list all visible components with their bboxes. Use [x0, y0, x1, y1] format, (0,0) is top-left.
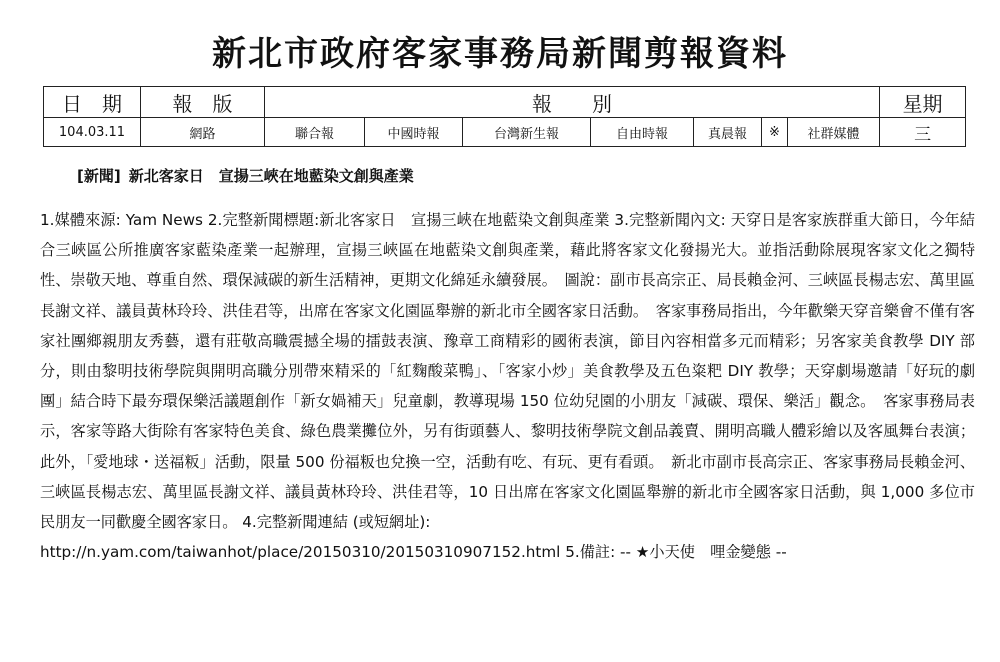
- paper-cell: 中國時報: [365, 118, 463, 147]
- paper-cell-checked: 社群媒體: [788, 118, 880, 147]
- checked-mark: ※: [762, 118, 788, 147]
- header-category: [265, 87, 880, 118]
- paper-cell: 聯合報: [265, 118, 365, 147]
- info-table: [43, 86, 966, 147]
- news-tag: [新聞]: [77, 167, 121, 185]
- news-headline: [77, 165, 414, 186]
- header-category-label: 報 別: [532, 91, 613, 116]
- body-text: 1.媒體來源: Yam News 2.完整新聞標題:新北客家日 宣揚三峽在地藍染文創與產業 3.完整新聞內文: 天穿日是客家族群重大節日，今年結合三峽區公所推廣客家藍染產業一起辦理，宣揚三峽區在地藍染文創與產業，藉此將客家文化發揚光大。並指活動除展現客家文化之獨特性、崇敬天地、尊重自然、環保減碳的新生活精神，更期文化綿延永續發展。 圖說：副市長高宗正、局長賴金河、三峽區長楊志宏、萬里區長謝文祥、議員黃林玲玲、洪佳君等，出席在客家文化園區舉辦的新北市全國客家日活動。 客家事務局指出，今年歡樂天穿音樂會不僅有客家社團鄉親朋友秀藝，還有莊敬高職震撼全場的擂鼓表演、豫章工商精彩的國術表演，節目內容相當多元而精彩；另客家美食教學 DIY 部分，則由黎明技術學院與開明高職分別帶來精采的「紅麴酸菜鴨」、「客家小炒」美食教學及五色粢粑 DIY 教學；天穿劇場邀請「好玩的劇團」結合時下最夯環保樂活議題創作「新女媧補天」兒童劇，教導現場 150 位幼兒園的小朋友「減碳、環保、樂活」觀念。 客家事務局表示，客家等路大街除有客家特色美食、綠色農業攤位外，另有街頭藝人、黎明技術學院文創品義賣、開明高職人體彩繪以及客風舞台表演；此外，「愛地球・送福粄」活動，限量 500 份福粄也兌換一空，活動有吃、有玩、更有看頭。 新北市副市長高宗正、客家事務局長賴金河、三峽區長楊志宏、萬里區長謝文祥、議員黃林玲玲、洪佳君等，10 日出席在客家文化園區舉辦的新北市全國客家日活動，與 1,000 多位市民朋友一同歡慶全國客家日。 4.完整新聞連結 (或短網址):: [40, 211, 975, 532]
- paper-cell: 台灣新生報: [463, 118, 591, 147]
- paper-cell: 真晨報: [694, 118, 762, 147]
- header-edition: 報 版: [141, 87, 265, 118]
- header-weekday: 星期: [880, 87, 966, 118]
- value-weekday: 三: [880, 118, 966, 147]
- header-date: 日 期: [44, 87, 141, 118]
- news-body: [40, 205, 975, 567]
- value-edition: 網路: [141, 118, 265, 147]
- paper-cell: 自由時報: [591, 118, 694, 147]
- headline-text: 新北客家日 宣揚三峽在地藍染文創與產業: [128, 167, 414, 185]
- document-title: 新北市政府客家事務局新聞剪報資料: [212, 34, 788, 74]
- body-link-line: http://n.yam.com/taiwanhot/place/20150310/20150310907152.html 5.備註: -- ★小天使 哩金變態 --: [40, 543, 787, 562]
- value-date: 104.03.11: [44, 118, 141, 147]
